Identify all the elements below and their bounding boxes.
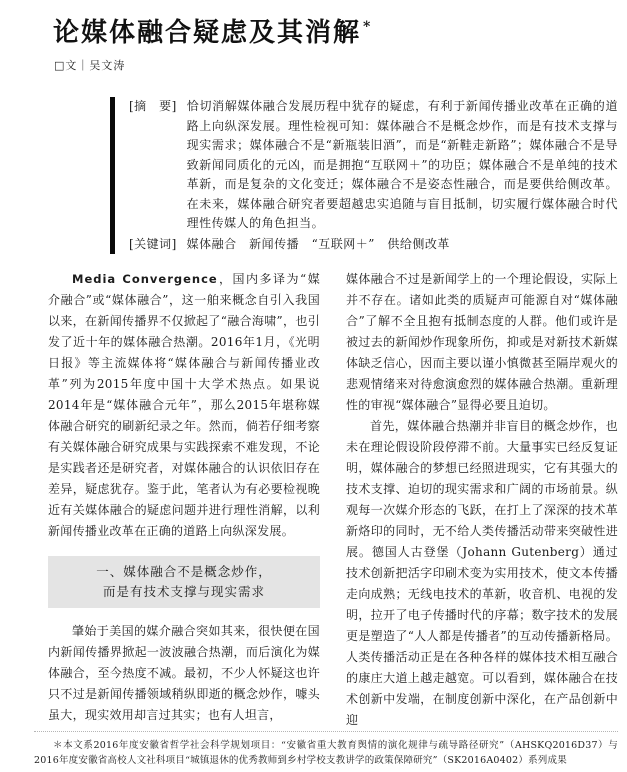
section-heading-line-2: 而是有技术支撑与现实需求 (102, 584, 265, 599)
abstract-text: 恰切消解媒体融合发展历程中犹存的疑虑，有利于新闻传播业改革在正确的道路上向纵深发展。理性检视可知：媒体融合不是概念炒作，而是有技术支撑与现实需求；媒体融合不是“新瓶装旧酒”，而是“新鞋走新路”；媒体融合不是导致新闻同质化的元凶，而是拥抱“互联网＋”的功臣；媒体融合不是单纯的技术革新，而是复杂的文化变迁；媒体融合不是姿态性融合，而是要供给侧改革。在未来，媒体融合研究者要超越忠实追随与盲目抵制，切实履行媒体融合时代理性传媒人的角色担当。 (186, 99, 618, 230)
abstract-content (129, 97, 618, 254)
right-paragraph-2: 首先，媒体融合热潮并非盲目的概念炒作，也未在理论假设阶段停滞不前。大量事实已经反复证明，媒体融合的梦想已经照进现实，它有其强大的技术支撑、迫切的现实需求和广阔的市场前景。纵观每一次媒介形态的飞跃，在打上了深深的技术革新烙印的同时，无不给人类传播活动带来突破性进展。德国人古登堡（Johann Gutenberg）通过技术创新把活字印刷术变为实用技术，使文本传播走向成熟；无线电技术的革新，收音机、电视的发明，拉开了电子传播时代的序幕；数字技术的发展更是塑造了“人人都是传播者”的互动传播新格局。人类传播活动正是在各种各样的媒体技术相互融合的康庄大道上越走越宽。可以看到，媒体融合在技术创新中发端，在制度创新中深化，在产品创新中迎 (346, 419, 618, 727)
article-title-text: 论媒体融合疑虑及其消解 (53, 18, 362, 48)
byline (54, 57, 618, 73)
left-column (48, 269, 320, 731)
keywords-paragraph (129, 235, 618, 255)
byline-prefix: □文｜ (54, 59, 90, 72)
footnote-text: ＊本文系2016年度安徽省哲学社会科学规划项目：“安徽省重大教育舆情的演化规律与疏导路径研究”（AHSKQ2016D37）与2016年度安徽省高校人文社科项目“城镇退休的优秀教师到乡村学校支教讲学的政策保障研究”（SK2016A0402）系列成果 (34, 740, 618, 766)
keywords-text: 媒体融合 新闻传播 “互联网＋” 供给侧改革 (186, 236, 450, 251)
author-name: 吴文涛 (89, 59, 126, 72)
keywords-label: [关键词] (129, 236, 177, 251)
footnote (34, 731, 618, 772)
left-paragraph-2: 肇始于美国的媒介融合突如其来，很快便在国内新闻传播界掀起一波波融合热潮，而后演化为媒体融合，至今热度不减。最初，不少人怀疑这也许只不过是新闻传播领域稍纵即逝的概念炒作，噱头虽大，现实效用却言过其实；也有人坦言， (48, 624, 320, 722)
abstract-left-bar (110, 97, 115, 254)
left-paragraph-1-text: ，国内多译为“媒介融合”或“媒体融合”，这一舶来概念自引入我国以来，在新闻传播界不仅掀起了“融合海啸”，也引发了近十年的媒体融合热潮。2016年1月，《光明日报》等主流媒体将“媒体融合与新闻传播业改革”列为2015年度中国十大学术热点。如果说2014年是“媒体融合元年”，那么2015年堪称媒体融合研究的刷新纪录之年。然而，倘若仔细考察有关媒体融合研究成果与实践探索不难发现，不论是实践者还是研究者，对媒体融合的认识依旧存在差异，疑虑犹存。鉴于此，笔者认为有必要检视晚近有关媒体融合的疑虑问题并进行理性消解，以利新闻传播业改革在正确的道路上向纵深发展。 (48, 272, 320, 538)
section-heading-line-1: 一、媒体融合不是概念炒作， (96, 564, 272, 579)
right-column (346, 269, 618, 731)
abstract-paragraph (129, 97, 618, 234)
right-paragraph-1: 媒体融合不过是新闻学上的一个理论假设，实际上并不存在。诸如此类的质疑声可能源自对“媒体融合”了解不全且抱有抵制态度的人群。他们或许是被过去的新闻炒作现象所伤，抑或是对新技术新媒体缺乏信心，因而主要以谨小慎微甚至隔岸观火的悲观情绪来对待愈演愈烈的媒体融合热潮。重新理性的审视“媒体融合”显得必要且迫切。 (346, 272, 618, 412)
left-paragraph-1 (48, 269, 320, 542)
body-columns (48, 269, 618, 731)
article-title (53, 12, 618, 49)
abstract-label: [摘 要] (129, 99, 177, 113)
title-footnote-mark: * (363, 19, 373, 36)
english-term: Media Convergence (72, 272, 218, 286)
section-heading-1 (48, 556, 320, 608)
abstract-block (110, 97, 618, 254)
